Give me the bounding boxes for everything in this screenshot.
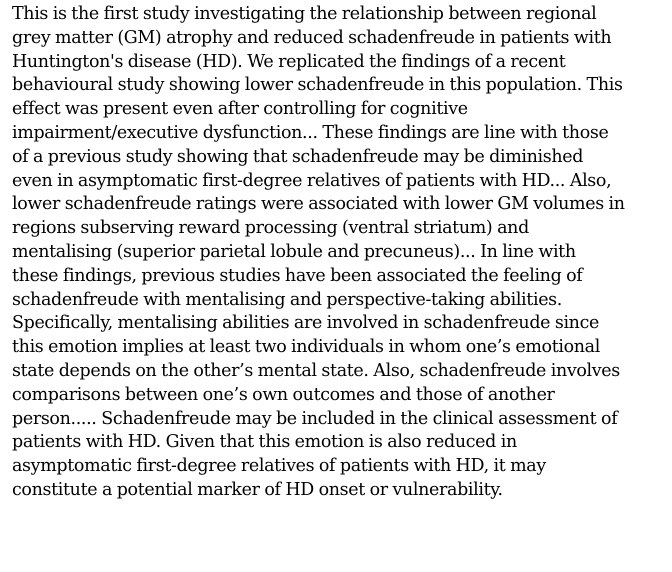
text-line: comparisons between one’s own outcomes and those of another — [12, 384, 555, 405]
text-line: effect was present even after controlling for cognitive — [12, 99, 468, 120]
text-line: grey matter (GM) atrophy and reduced schadenfreude in patients with — [12, 27, 612, 48]
text-line: Specifically, mentalising abilities are involved in schadenfreude since — [12, 313, 600, 334]
text-line: mentalising (superior parietal lobule and precuneus)... In line with — [12, 241, 576, 262]
text-line: even in asymptomatic first-degree relatives of patients with HD... Also, — [12, 170, 612, 191]
text-line: schadenfreude with mentalising and perspective-taking abilities. — [12, 289, 563, 310]
text-line: this emotion implies at least two individuals in whom one’s emotional — [12, 337, 600, 358]
text-line: person..... Schadenfreude may be included in the clinical assessment of — [12, 408, 618, 429]
text-line: patients with HD. Given that this emotion is also reduced in — [12, 432, 517, 453]
text-line: impairment/executive dysfunction... These findings are line with those — [12, 122, 609, 143]
text-line: This is the first study investigating the relationship between regional — [12, 4, 597, 24]
text-line: lower schadenfreude ratings were associated with lower GM volumes in — [12, 194, 625, 215]
text-line: of a previous study showing that schadenfreude may be diminished — [12, 146, 584, 167]
text-line: these findings, previous studies have been associated the feeling of — [12, 265, 583, 286]
text-line: asymptomatic first-degree relatives of patients with HD, it may — [12, 456, 546, 477]
text-line: behavioural study showing lower schadenfreude in this population. This — [12, 75, 623, 96]
text-line: constitute a potential marker of HD onset or vulnerability. — [12, 479, 503, 500]
text-line: Huntington's disease (HD). We replicated the findings of a recent — [12, 51, 566, 72]
text-line: regions subserving reward processing (ventral striatum) and — [12, 218, 529, 239]
body-text — [12, 3, 672, 503]
text-line: state depends on the other’s mental state. Also, schadenfreude involves — [12, 360, 620, 381]
